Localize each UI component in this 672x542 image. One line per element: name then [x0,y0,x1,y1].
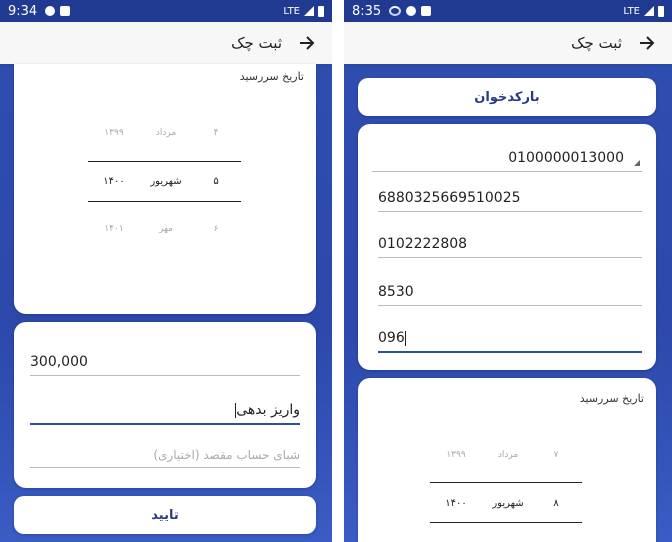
due-date-card [14,64,316,314]
picker-year: ۱۴۰۰ [445,498,467,509]
picker-divider-top [430,482,582,483]
description-value: واریز بدهی [236,402,300,418]
check-fields-card [358,124,656,370]
account-number-field[interactable] [378,236,642,258]
picker-row-selected[interactable] [358,498,656,518]
check-number-value: 6880325669510025 [378,190,521,206]
picker-divider-bottom [88,201,241,202]
picker-year: ۱۴۰۱ [104,224,124,234]
picker-year: ۱۳۹۹ [104,128,124,138]
text-caret [405,331,406,346]
bank-code-field[interactable] [378,330,642,353]
due-date-card [358,378,656,542]
picker-row[interactable] [14,128,316,148]
due-date-label: تاریخ سررسید [579,392,644,405]
iban-field[interactable] [30,448,300,468]
picker-day: ۸ [553,498,559,509]
picker-row[interactable] [14,224,316,244]
picker-year: ۱۳۹۹ [446,450,466,460]
app-bar [344,22,672,64]
confirm-button[interactable] [14,496,316,534]
picker-month: مرداد [155,128,177,138]
amount-value: 300,000 [30,354,88,370]
back-button[interactable] [636,32,658,54]
barcode-reader-button[interactable] [358,78,656,116]
signal-icon [644,6,654,16]
status-time: 9:34 [8,3,38,19]
amount-field[interactable] [30,354,300,376]
sim-icon [60,6,70,16]
arrow-right-icon [299,36,315,50]
phone-screen-left [0,0,332,542]
battery-icon [658,6,664,17]
dropdown-value: 0100000013000 [508,150,624,166]
description-field[interactable] [30,402,300,425]
arrow-right-icon [639,36,655,50]
due-date-label: تاریخ سررسید [239,70,304,83]
signal-icon [304,6,314,16]
phone-screen-right [344,0,672,542]
network-type: LTE [283,5,300,17]
account-number-value: 0102222808 [378,236,468,252]
battery-icon [318,6,324,17]
network-type: LTE [623,5,640,17]
branch-code-field[interactable] [378,284,642,306]
iban-placeholder: شبای حساب مقصد (اختیاری) [153,448,300,462]
page-title: ثبت چک [571,34,622,52]
picker-day: ۷ [553,450,559,460]
status-right [283,6,324,17]
picker-month: مهر [159,224,173,234]
back-button[interactable] [296,32,318,54]
barcode-label: بارکدخوان [474,89,540,105]
dropdown-arrow-icon [634,160,640,166]
picker-day: ۴ [213,128,219,138]
wifi-icon [389,6,401,16]
picker-month: شهریور [150,176,182,187]
notification-icon [45,6,55,16]
details-card [14,322,316,488]
picker-row-selected[interactable] [14,176,316,196]
status-bar [0,0,332,22]
picker-day: ۶ [213,224,219,234]
picker-year: ۱۴۰۰ [103,176,125,187]
status-bar [344,0,672,22]
picker-day: ۵ [213,176,219,187]
status-time: 8:35 [352,3,382,19]
account-dropdown[interactable] [372,150,642,172]
picker-month: مرداد [497,450,519,460]
check-number-field[interactable] [378,190,642,212]
picker-row[interactable] [358,450,656,470]
app-bar [0,22,332,64]
status-right [623,6,664,17]
picker-month: شهریور [492,498,524,509]
branch-code-value: 8530 [378,284,414,300]
notification-icon [406,6,416,16]
bank-code-value: 096 [378,330,405,346]
sim-icon [421,6,431,16]
picker-divider-bottom [430,522,582,523]
confirm-label: تایید [151,507,179,523]
page-title: ثبت چک [231,34,282,52]
picker-divider-top [88,161,241,162]
